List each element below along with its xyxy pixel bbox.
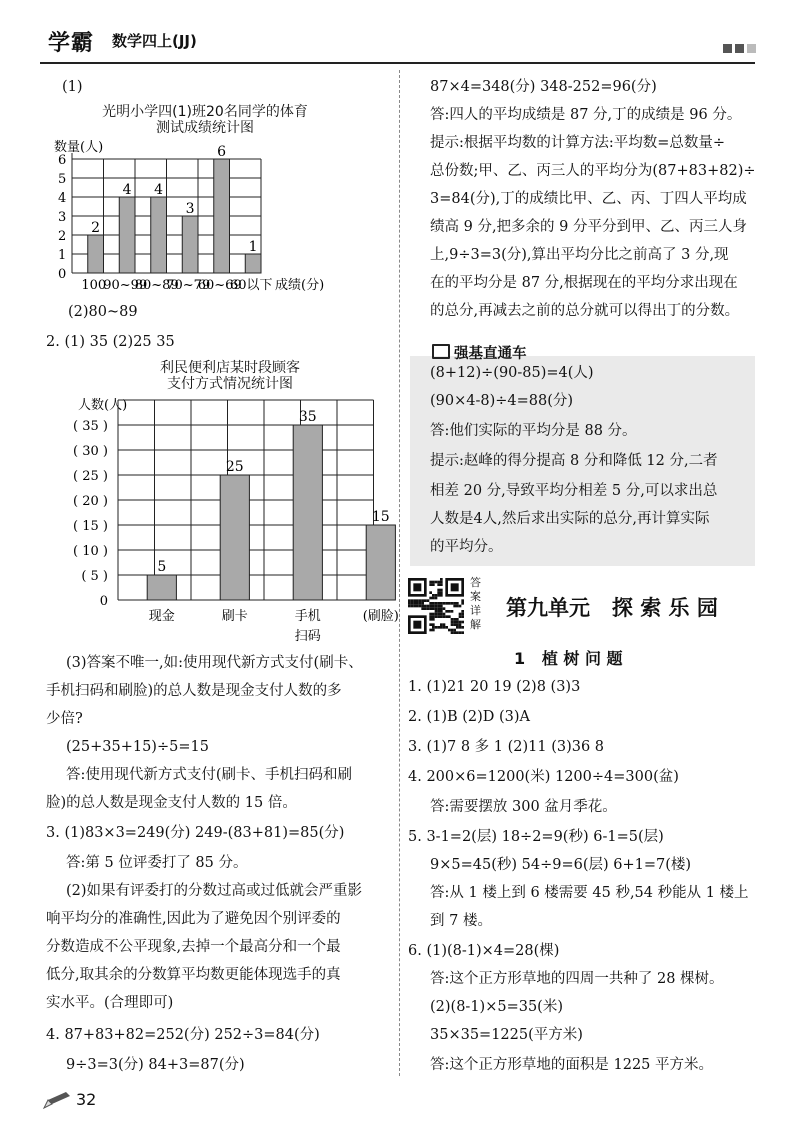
qr-code-icon[interactable] [408, 578, 464, 634]
qr-module [419, 602, 422, 605]
qr-module [440, 594, 443, 597]
qr-module [421, 602, 424, 605]
qr-module [432, 605, 435, 608]
qr-module [429, 583, 432, 586]
qr-module [453, 621, 456, 624]
chart1-title-line2: 测试成绩统计图 [156, 120, 254, 137]
left-lines-line: 3. (1)83×3=249(分) 249-(83+81)=85(分) [46, 825, 345, 841]
qr-module [413, 605, 416, 608]
q1-label: (1) [62, 79, 83, 95]
qr-module [461, 602, 464, 605]
qr-module [459, 623, 462, 626]
right-bottom-lines-line: 2. (1)B (2)D (3)A [408, 709, 531, 725]
chart2-data-label: 35 [298, 409, 317, 425]
qr-finder [413, 583, 421, 591]
qr-module [453, 631, 456, 634]
qr-module [427, 599, 430, 602]
pencil-icon [42, 1090, 72, 1110]
chart1-bar [182, 216, 198, 273]
chart2-bar [293, 425, 322, 600]
qr-module [459, 605, 462, 608]
qr-module [419, 599, 422, 602]
qr-module [429, 629, 432, 632]
chart1-ylabel: 数量(人) [54, 140, 104, 155]
qr-module [445, 626, 448, 629]
qr-module [443, 626, 446, 629]
left-lines-line: 手机扫码和刷脸)的总人数是现金支付人数的多 [46, 683, 342, 699]
page-number: 32 [76, 1090, 97, 1109]
qr-module [440, 605, 443, 608]
chart2-ytick: ( 30 ) [73, 444, 108, 459]
chart1-xtick: 90~99 [103, 278, 148, 293]
qr-module [408, 599, 411, 602]
left-lines-line: 分数造成不公平现象,去掉一个最高分和一个最 [46, 939, 341, 955]
chart1-data-label: 4 [154, 182, 164, 198]
right-bottom-lines-line: 6. (1)(8-1)×4=28(棵) [408, 943, 560, 959]
box-title-text: 强基直通车 [454, 346, 527, 362]
qr-module [453, 602, 456, 605]
right-box-lines-line: 提示:赵峰的得分提高 8 分和降低 12 分,二者 [430, 453, 718, 469]
right-bottom-lines-line: 答:这个正方形草地的四周一共种了 28 棵树。 [430, 971, 724, 987]
qr-module [429, 618, 432, 621]
left-lines-line: 9÷3=3(分) 84+3=87(分) [66, 1057, 245, 1073]
chart1-xlabel: 成绩(分) [275, 278, 325, 293]
qr-module [437, 607, 440, 610]
qr-module [451, 618, 454, 621]
qr-module [435, 581, 438, 584]
chart2-xtick: 手机 [294, 609, 321, 624]
qr-module [461, 599, 464, 602]
qr-module [440, 613, 443, 616]
chart2-ytick: ( 35 ) [73, 419, 108, 434]
qr-module [421, 605, 424, 608]
chart2-data-label: 25 [225, 459, 244, 475]
right-bottom-lines-line: 9×5=45(秒) 54÷9=6(层) 6+1=7(楼) [430, 857, 692, 873]
chart1-xtick: 100 [81, 278, 107, 293]
qr-module [440, 589, 443, 592]
qr-module [432, 615, 435, 618]
qr-module [432, 597, 435, 600]
qr-module [437, 589, 440, 592]
left-lines-line: 响平均分的准确性,因此为了避免因个别评委的 [46, 911, 341, 927]
qr-module [440, 623, 443, 626]
qr-module [459, 613, 462, 616]
right-bottom-lines-line: 答:从 1 楼上到 6 楼需要 45 秒,54 秒能从 1 楼上 [430, 885, 749, 901]
qr-module [443, 602, 446, 605]
chart1-title [60, 104, 350, 136]
qr-module [461, 613, 464, 616]
chart1-data-label: 1 [248, 239, 258, 255]
qr-module [437, 605, 440, 608]
qr-module [419, 605, 422, 608]
qr-module [429, 591, 432, 594]
right-box-lines-line: (90×4-8)÷4=88(分) [430, 393, 574, 409]
qr-module [440, 626, 443, 629]
qr-module [448, 610, 451, 613]
qr-module [435, 607, 438, 610]
qr-module [445, 615, 448, 618]
chart1-xtick: 60以下 [229, 278, 273, 293]
qr-module [435, 594, 438, 597]
chart2-bar [220, 475, 249, 600]
left-lines-line: (25+35+15)÷5=15 [66, 739, 209, 755]
qr-module [445, 602, 448, 605]
qr-module [427, 607, 430, 610]
qr-module [459, 621, 462, 624]
qr-module [440, 583, 443, 586]
chart1-bar [245, 254, 261, 273]
chart2-ytick: ( 15 ) [73, 519, 108, 534]
qr-module [459, 615, 462, 618]
right-bottom-lines-line: 答:这个正方形草地的面积是 1225 平方米。 [430, 1057, 714, 1073]
qr-module [435, 615, 438, 618]
qr-module [432, 581, 435, 584]
qr-module [429, 613, 432, 616]
qr-module [440, 578, 443, 581]
right-top-lines-line: 在的平均分是 87 分,根据现在的平均分求出现在 [430, 275, 738, 291]
qr-module [437, 591, 440, 594]
qr-finder [413, 621, 421, 629]
qr-module [443, 615, 446, 618]
chart2-xtick: 刷卡 [221, 609, 248, 624]
qr-module [448, 602, 451, 605]
chart1-data-label: 3 [185, 201, 195, 217]
chart1-ytick: 2 [58, 229, 67, 244]
chart1-bar [151, 197, 167, 273]
chart2-title-line1: 利民便利店某时段顾客 [160, 360, 300, 376]
qr-module [451, 610, 454, 613]
q1-part2: (2)80~89 [68, 304, 138, 320]
right-box-lines-line: 人数是4人,然后求出实际的总分,再计算实际 [430, 511, 710, 527]
qr-module [440, 591, 443, 594]
column-divider [399, 70, 400, 1076]
chart2-xtick: 扫码 [294, 629, 321, 644]
right-bottom-lines-line: 答:需要摆放 300 盆月季花。 [430, 799, 617, 815]
right-bottom-lines-line: 到 7 楼。 [430, 913, 492, 929]
chart2-data-label: 5 [157, 559, 167, 575]
chart2-data-label: 15 [371, 509, 390, 525]
chart1-data-label: 6 [217, 144, 227, 160]
qr-module [451, 602, 454, 605]
left-lines-line: 实水平。(合理即可) [46, 995, 174, 1011]
chart1-bar [214, 159, 230, 273]
qr-module [451, 629, 454, 632]
chart1-ytick: 1 [58, 248, 67, 263]
qr-module [432, 629, 435, 632]
qr-module [421, 607, 424, 610]
qr-module [429, 597, 432, 600]
qr-module [413, 599, 416, 602]
q2-label: 2. (1) 35 (2)25 35 [46, 334, 175, 350]
left-lines-line: 低分,取其余的分数算平均数更能体现选手的真 [46, 967, 341, 983]
qr-module [416, 602, 419, 605]
qr-module [424, 607, 427, 610]
right-bottom-lines-line: 4. 200×6=1200(米) 1200÷4=300(盆) [408, 769, 679, 785]
chart2-xtick: (刷脸) [362, 609, 399, 624]
chart1 [40, 135, 395, 295]
header-rule [40, 62, 755, 64]
qr-module [429, 623, 432, 626]
qr-module [461, 615, 464, 618]
qr-module [437, 583, 440, 586]
qr-module [435, 602, 438, 605]
qr-module [429, 605, 432, 608]
qr-module [437, 610, 440, 613]
right-bottom-lines-line: 5. 3-1=2(层) 18÷2=9(秒) 6-1=5(层) [408, 829, 664, 845]
qr-module [432, 623, 435, 626]
qr-module [411, 605, 414, 608]
chart2-bar [366, 525, 395, 600]
qr-module [411, 602, 414, 605]
qr-module [453, 605, 456, 608]
chart1-data-label: 4 [122, 182, 132, 198]
qr-module [448, 629, 451, 632]
box-title [432, 344, 527, 362]
chart1-xtick: 70~79 [166, 278, 211, 293]
qr-module [435, 605, 438, 608]
right-box-lines-line: 的平均分。 [430, 539, 503, 555]
unit-title: 第九单元 探 索 乐 园 [506, 596, 718, 620]
qr-module [411, 599, 414, 602]
qr-finder [451, 583, 459, 591]
qr-module [429, 602, 432, 605]
qr-module [459, 631, 462, 634]
chart1-ytick: 0 [58, 267, 67, 282]
left-lines-line: 4. 87+83+82=252(分) 252÷3=84(分) [46, 1027, 320, 1043]
right-bottom-lines-line: 1. (1)21 20 19 (2)8 (3)3 [408, 679, 581, 695]
chart1-ytick: 6 [58, 153, 67, 168]
right-top-lines-line: 87×4=348(分) 348-252=96(分) [430, 79, 657, 95]
qr-module [461, 610, 464, 613]
qr-caption: 答案详解 [470, 576, 481, 631]
chart2-ytick: 0 [99, 594, 108, 609]
qr-module [408, 605, 411, 608]
qr-module [435, 610, 438, 613]
qr-module [443, 613, 446, 616]
qr-module [429, 607, 432, 610]
qr-module [440, 607, 443, 610]
qr-module [445, 610, 448, 613]
qr-module [461, 631, 464, 634]
right-bottom-lines-line: 35×35=1225(平方米) [430, 1027, 583, 1043]
chart1-xtick: 80~89 [134, 278, 179, 293]
qr-module [437, 581, 440, 584]
qr-module [424, 599, 427, 602]
qr-module [453, 618, 456, 621]
chart1-data-label: 2 [91, 220, 101, 236]
header-subtitle: 数学四上(JJ) [112, 32, 197, 50]
right-top-lines-line: 3=84(分),丁的成绩比甲、乙、丙、丁四人平均成 [430, 191, 747, 207]
chart2-title [100, 360, 360, 392]
qr-module [437, 615, 440, 618]
qr-module [456, 621, 459, 624]
chart1-ytick: 5 [58, 172, 67, 187]
lesson-title: 1 植 树 问 题 [514, 649, 623, 668]
right-box-lines-line: 相差 20 分,导致平均分相差 5 分,可以求出总 [430, 483, 718, 499]
qr-module [421, 599, 424, 602]
chart2-bar [147, 575, 176, 600]
qr-module [432, 626, 435, 629]
qr-module [437, 626, 440, 629]
right-bottom-lines-line: 3. (1)7 8 多 1 (2)11 (3)36 8 [408, 739, 605, 755]
chart2 [40, 395, 399, 650]
chart1-bar [88, 235, 104, 273]
chart2-ylabel: 人数(人) [78, 398, 128, 413]
qr-module [437, 602, 440, 605]
left-lines-line: (3)答案不唯一,如:使用现代新方式支付(刷卡、 [66, 655, 363, 671]
qr-module [432, 607, 435, 610]
chart2-xtick: 现金 [148, 609, 175, 624]
qr-module [440, 581, 443, 584]
chart2-ytick: ( 10 ) [73, 544, 108, 559]
right-top-lines-line: 绩高 9 分,把多余的 9 分平分到甲、乙、丙三人身 [430, 219, 747, 235]
qr-module [432, 613, 435, 616]
qr-module [427, 605, 430, 608]
qr-module [416, 605, 419, 608]
qr-module [461, 621, 464, 624]
left-lines-line: (2)如果有评委打的分数过高或过低就会严重影 [66, 883, 363, 899]
qr-module [437, 613, 440, 616]
chart1-xtick: 60~69 [197, 278, 242, 293]
qr-module [424, 605, 427, 608]
left-lines-line: 答:使用现代新方式支付(刷卡、手机扫码和刷 [66, 767, 353, 783]
chart1-bar [119, 197, 135, 273]
qr-module [416, 599, 419, 602]
qr-module [443, 623, 446, 626]
chart2-ytick: ( 25 ) [73, 469, 108, 484]
qr-module [437, 594, 440, 597]
chart2-ytick: ( 5 ) [81, 569, 108, 584]
right-top-lines-line: 上,9÷3=3(分),算出平均分比之前高了 3 分,现 [430, 247, 729, 263]
qr-module [456, 602, 459, 605]
qr-module [456, 631, 459, 634]
qr-module [432, 583, 435, 586]
left-lines-line: 脸)的总人数是现金支付人数的 15 倍。 [46, 795, 297, 811]
header-decoration [723, 44, 756, 53]
qr-module [440, 610, 443, 613]
chart1-title-line1: 光明小学四(1)班20名同学的体育 [102, 104, 308, 120]
qr-module [440, 602, 443, 605]
right-top-lines-line: 答:四人的平均成绩是 87 分,丁的成绩是 96 分。 [430, 107, 742, 123]
qr-module [456, 605, 459, 608]
qr-module [451, 631, 454, 634]
logo: 学霸 [48, 31, 95, 56]
qr-module [443, 607, 446, 610]
right-top-lines-line: 的总分,再减去之前的总分就可以得出丁的分数。 [430, 303, 740, 319]
qr-module [432, 602, 435, 605]
qr-module [451, 623, 454, 626]
qr-module [429, 581, 432, 584]
qr-module [448, 615, 451, 618]
qr-module [408, 602, 411, 605]
left-lines-line: 少倍? [46, 711, 83, 727]
chart2-title-line2: 支付方式情况统计图 [167, 376, 293, 393]
qr-module [440, 615, 443, 618]
right-top-lines-line: 总份数;甲、乙、丙三人的平均分为(87+83+82)÷ [430, 163, 756, 179]
qr-module [456, 626, 459, 629]
qr-module [459, 626, 462, 629]
qr-module [432, 594, 435, 597]
qr-module [456, 623, 459, 626]
qr-module [429, 615, 432, 618]
right-box-lines-line: 答:他们实际的平均分是 88 分。 [430, 423, 637, 439]
right-bottom-lines-line: (2)(8-1)×5=35(米) [430, 999, 563, 1015]
qr-module [413, 602, 416, 605]
chart2-ytick: ( 20 ) [73, 494, 108, 509]
qr-module [456, 618, 459, 621]
qr-module [461, 626, 464, 629]
right-top-lines-line: 提示:根据平均数的计算方法:平均数=总数量÷ [430, 135, 726, 151]
qr-module [453, 629, 456, 632]
qr-module [435, 597, 438, 600]
right-box-lines-line: (8+12)÷(90-85)=4(人) [430, 365, 594, 381]
left-lines-line: 答:第 5 位评委打了 85 分。 [66, 855, 248, 871]
book-icon [432, 344, 450, 359]
qr-module [451, 621, 454, 624]
qr-module [432, 618, 435, 621]
chart1-ytick: 3 [58, 210, 67, 225]
chart1-ytick: 4 [58, 191, 67, 206]
qr-module [435, 626, 438, 629]
qr-module [435, 613, 438, 616]
qr-module [453, 623, 456, 626]
